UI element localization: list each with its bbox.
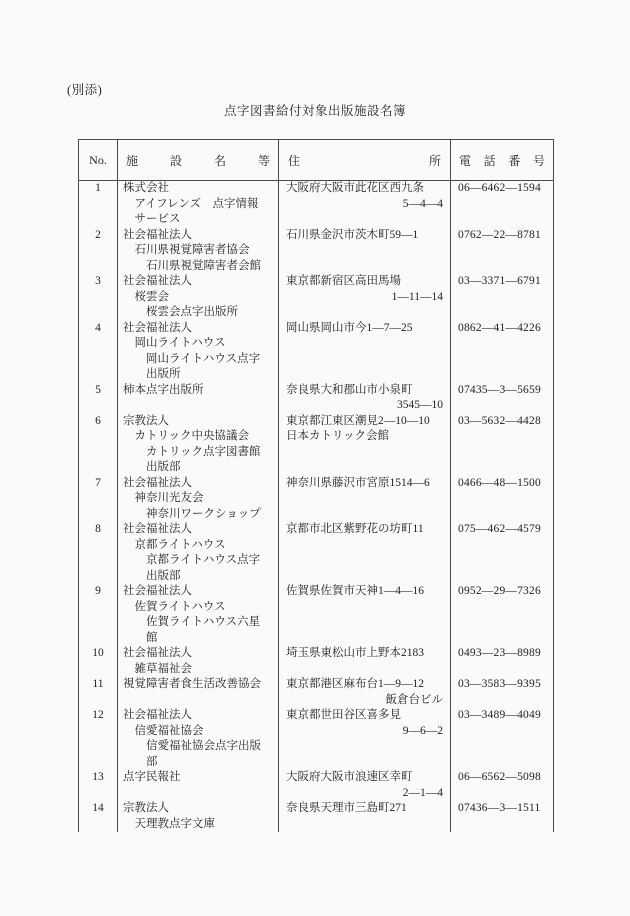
facility-name-cell xyxy=(118,522,279,584)
facility-phone-cell: 03—3489—4049 xyxy=(451,708,554,770)
facility-name-cell xyxy=(118,321,279,383)
table-row xyxy=(79,414,554,476)
facility-name-cell xyxy=(118,181,279,228)
address-line: 東京都世田谷区喜多見 xyxy=(286,709,401,721)
address-line: 3545—10 xyxy=(397,399,443,411)
name-line: 京都ライトハウス xyxy=(134,538,226,551)
col-header-no xyxy=(79,140,118,180)
header-char: 所 xyxy=(428,153,441,168)
facility-phone-cell: 0952—29—7326 xyxy=(451,584,554,646)
address-line: 埼玉県東松山市上野本2183 xyxy=(286,647,424,659)
table-body xyxy=(79,181,554,832)
facility-name-cell xyxy=(118,770,279,801)
header-char: 等 xyxy=(257,153,270,168)
header-char: 施 xyxy=(126,153,139,168)
name-line: 信愛福祉協会 xyxy=(134,724,204,737)
address-line: 東京都新宿区高田馬場 xyxy=(286,275,401,287)
facility-phone-cell: 03—5632—4428 xyxy=(451,414,554,476)
name-line: 岡山ライトハウス点字 xyxy=(146,352,261,365)
facility-name-cell xyxy=(118,677,279,708)
address-line: 奈良県大和郡山市小泉町 xyxy=(286,383,413,396)
row-number-cell: 7 xyxy=(79,476,118,523)
name-line: 石川県視覚障害者会館 xyxy=(146,259,261,272)
facility-name-cell xyxy=(118,274,279,321)
col-header-address xyxy=(279,140,451,180)
facility-name-cell xyxy=(118,584,279,646)
header-char: 号 xyxy=(532,153,545,168)
address-line: 日本カトリック会館 xyxy=(286,430,390,442)
row-number-cell: 5 xyxy=(79,383,118,414)
row-number-cell: 3 xyxy=(79,274,118,321)
name-line: 岡山ライトハウス xyxy=(134,337,226,349)
facility-name-cell xyxy=(118,383,279,414)
name-line: 社会福祉法人 xyxy=(123,647,192,659)
col-header-phone xyxy=(451,140,554,180)
table-row xyxy=(79,228,554,275)
name-line: 雑草福祉会 xyxy=(134,662,192,675)
table-row xyxy=(79,584,554,646)
address-line: 大阪府大阪市浪速区幸町 xyxy=(286,771,413,783)
address-line: 東京都港区麻布台1—9—12 xyxy=(286,678,424,690)
facility-address-cell xyxy=(279,228,451,275)
name-line: 桜雲会点字出版所 xyxy=(146,306,238,318)
facility-address-cell xyxy=(279,646,451,677)
name-line: 社会福祉法人 xyxy=(123,476,192,489)
name-line: 部 xyxy=(146,755,158,768)
facility-address-cell xyxy=(279,181,451,228)
facility-address-cell xyxy=(279,476,451,523)
header-char: 住 xyxy=(288,153,301,168)
table-row xyxy=(79,708,554,770)
name-line: カトリック点字図書館 xyxy=(146,445,261,458)
row-number-cell: 6 xyxy=(79,414,118,476)
row-number-cell: 12 xyxy=(79,708,118,770)
address-line: 岡山県岡山市今1—7—25 xyxy=(286,321,413,334)
attachment-label: (別添) xyxy=(67,83,103,97)
col-header-no-label: No. xyxy=(89,152,107,167)
name-line: 点字民報社 xyxy=(123,771,181,783)
facility-address-cell xyxy=(279,522,451,584)
facility-name-cell xyxy=(118,646,279,677)
address-line: 2—1—4 xyxy=(402,786,443,799)
row-number-cell: 1 xyxy=(79,181,118,228)
name-line: 宗教法人 xyxy=(123,802,169,814)
name-line: 神奈川ワークショップ xyxy=(146,507,261,520)
facility-phone-cell: 03—3371—6791 xyxy=(451,274,554,321)
facility-name-cell xyxy=(118,414,279,476)
facility-phone-cell: 06—6462—1594 xyxy=(451,181,554,228)
facility-phone-cell: 03—3583—9395 xyxy=(451,677,554,708)
page-title: 点字図書給付対象出版施設名簿 xyxy=(223,104,406,118)
name-line: 信愛福祉協会点字出版 xyxy=(146,740,261,752)
address-line: 石川県金沢市茨木町59—1 xyxy=(286,228,419,241)
facility-address-cell xyxy=(279,321,451,383)
facility-address-cell xyxy=(279,770,451,801)
table-row xyxy=(79,274,554,321)
name-line: 館 xyxy=(146,631,158,644)
address-line: 奈良県天理市三島町271 xyxy=(286,802,407,814)
name-line: アイフレンズ 点字情報 xyxy=(134,197,259,210)
row-number-cell: 4 xyxy=(79,321,118,383)
name-line: 佐賀ライトハウス xyxy=(134,600,226,613)
name-line: 桜雲会 xyxy=(134,290,169,303)
table-row xyxy=(79,677,554,708)
table-row xyxy=(79,522,554,584)
name-line: 社会福祉法人 xyxy=(123,709,192,721)
name-line: 社会福祉法人 xyxy=(123,321,192,334)
table-row xyxy=(79,181,554,228)
name-line: 神奈川光友会 xyxy=(134,492,204,504)
facility-address-cell xyxy=(279,383,451,414)
name-line: 佐賀ライトハウス六星 xyxy=(146,616,261,628)
header-char: 設 xyxy=(169,153,182,168)
name-line: 宗教法人 xyxy=(123,414,169,427)
facility-phone-cell: 0862—41—4226 xyxy=(451,321,554,383)
address-line: 飯倉台ビル xyxy=(385,693,443,706)
col-header-name xyxy=(118,140,279,180)
facility-phone-cell: 0762—22—8781 xyxy=(451,228,554,275)
facility-address-cell xyxy=(279,584,451,646)
facility-table xyxy=(78,139,554,832)
facility-address-cell xyxy=(279,677,451,708)
header-char: 番 xyxy=(508,153,521,168)
name-line: 京都ライトハウス点字 xyxy=(146,554,261,566)
address-line: 大阪府大阪市此花区西九条 xyxy=(286,182,424,194)
header-char: 名 xyxy=(213,153,226,168)
table-row xyxy=(79,770,554,801)
name-line: 株式会社 xyxy=(123,182,169,194)
name-line: 天理教点字文庫 xyxy=(134,817,215,830)
name-line: 視覚障害者食生活改善協会 xyxy=(123,678,261,690)
name-line: 出版部 xyxy=(146,569,181,582)
facility-address-cell xyxy=(279,274,451,321)
name-line: 出版部 xyxy=(146,461,181,473)
row-number-cell: 8 xyxy=(79,522,118,584)
row-number-cell: 10 xyxy=(79,646,118,677)
facility-phone-cell: 075—462—4579 xyxy=(451,522,554,584)
row-number-cell: 11 xyxy=(79,677,118,708)
row-number-cell: 14 xyxy=(79,801,118,832)
table-header-row xyxy=(79,140,554,181)
name-line: 社会福祉法人 xyxy=(123,228,192,241)
facility-name-cell xyxy=(118,476,279,523)
facility-phone-cell: 06—6562—5098 xyxy=(451,770,554,801)
row-number-cell: 9 xyxy=(79,584,118,646)
table-row xyxy=(79,321,554,383)
name-line: サービス xyxy=(134,213,181,225)
table-row xyxy=(79,383,554,414)
name-line: 出版所 xyxy=(146,368,181,380)
row-number-cell: 13 xyxy=(79,770,118,801)
address-line: 1—11—14 xyxy=(391,290,443,303)
facility-name-cell xyxy=(118,708,279,770)
facility-name-cell xyxy=(118,228,279,275)
address-line: 京都市北区紫野花の坊町11 xyxy=(286,523,424,535)
facility-address-cell xyxy=(279,708,451,770)
table-row xyxy=(79,801,554,832)
facility-name-cell xyxy=(118,801,279,832)
address-line: 9—6—2 xyxy=(402,724,443,737)
facility-address-cell xyxy=(279,414,451,476)
name-line: 柿本点字出版所 xyxy=(123,383,204,396)
facility-phone-cell: 07435—3—5659 xyxy=(451,383,554,414)
address-line: 佐賀県佐賀市天神1—4—16 xyxy=(286,585,424,597)
address-line: 神奈川県藤沢市宮原1514—6 xyxy=(286,476,430,489)
name-line: カトリック中央協議会 xyxy=(134,430,250,442)
row-number-cell: 2 xyxy=(79,228,118,275)
table-row xyxy=(79,646,554,677)
table-row xyxy=(79,476,554,523)
facility-phone-cell: 07436—3—1511 xyxy=(451,801,554,832)
header-char: 話 xyxy=(483,153,496,168)
name-line: 社会福祉法人 xyxy=(123,275,192,287)
facility-address-cell xyxy=(279,801,451,832)
facility-phone-cell: 0466—48—1500 xyxy=(451,476,554,523)
header-char: 電 xyxy=(459,153,472,168)
name-line: 社会福祉法人 xyxy=(123,523,192,535)
address-line: 東京都江東区潮見2—10—10 xyxy=(286,414,430,427)
name-line: 石川県視覚障害者協会 xyxy=(134,244,250,256)
address-line: 5—4—4 xyxy=(402,197,443,210)
facility-phone-cell: 0493—23—8989 xyxy=(451,646,554,677)
name-line: 社会福祉法人 xyxy=(123,585,192,597)
